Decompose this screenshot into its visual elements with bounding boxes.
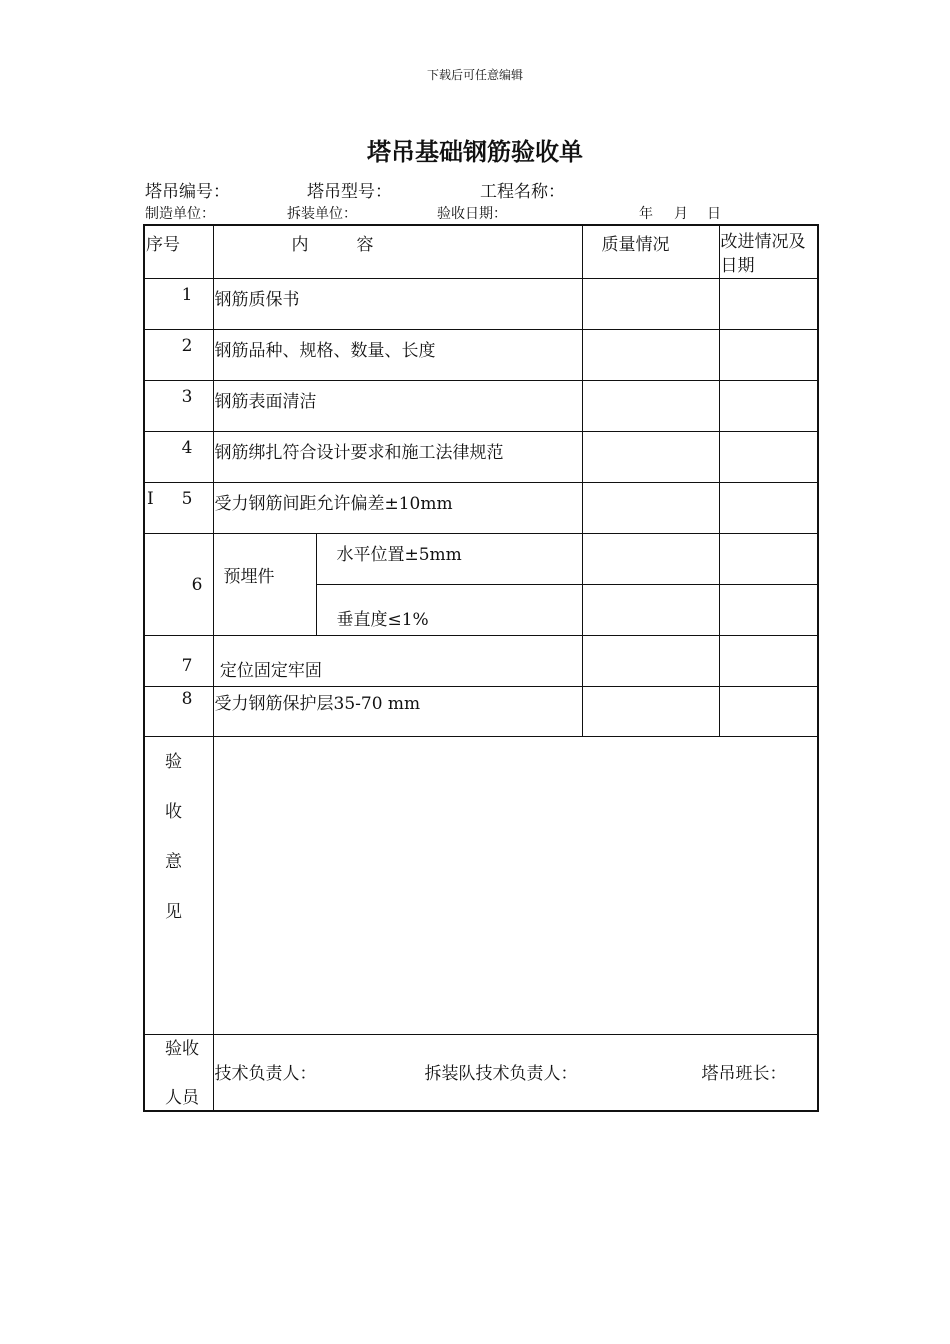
row-content: 受力钢筋间距允许偏差±10mm: [213, 483, 582, 534]
table-row: [144, 330, 818, 381]
opinion-char: 见: [165, 902, 182, 922]
improve-cell[interactable]: [719, 279, 818, 330]
header-quality: 质量情况: [582, 225, 719, 279]
quality-cell[interactable]: [582, 687, 719, 737]
quality-cell[interactable]: [582, 534, 719, 585]
quality-cell[interactable]: [582, 330, 719, 381]
header-seq: 序号: [144, 225, 213, 279]
row-seq: 7: [144, 636, 213, 687]
tech-lead-label: 技术负责人：: [214, 1064, 317, 1084]
personnel-label-1: 验收: [165, 1039, 199, 1059]
header-content-b: 容: [356, 235, 374, 255]
row-content: 钢筋质保书: [213, 279, 582, 330]
improve-cell[interactable]: [719, 381, 818, 432]
month-label: 月: [674, 206, 688, 222]
improve-cell[interactable]: [719, 432, 818, 483]
row-mark: I: [147, 489, 154, 509]
opinion-char: 意: [165, 852, 182, 872]
row-seq: 1: [144, 279, 213, 330]
table-row: [144, 636, 818, 687]
day-label: 日: [707, 206, 721, 222]
header-row: [144, 225, 818, 279]
improve-cell[interactable]: [719, 585, 818, 636]
row-content: 钢筋表面清洁: [213, 381, 582, 432]
quality-cell[interactable]: [582, 432, 719, 483]
crane-model-label: 塔吊型号：: [307, 182, 392, 202]
quality-cell[interactable]: [582, 483, 719, 534]
quality-cell[interactable]: [582, 585, 719, 636]
row-content: 受力钢筋保护层35-70 mm: [213, 687, 582, 737]
table-row: [144, 687, 818, 737]
header-content-a: 内: [291, 235, 309, 255]
installer-label: 拆装单位：: [287, 206, 357, 222]
row-seq-cell: [144, 483, 213, 534]
row-content: 定位固定牢固: [213, 636, 582, 687]
opinion-input-area[interactable]: [213, 737, 818, 1035]
opinion-char: 验: [165, 752, 182, 772]
page-title: 塔吊基础钢筋验收单: [367, 138, 583, 166]
row-sub-content: 垂直度≤1%: [316, 585, 582, 636]
improve-cell[interactable]: [719, 636, 818, 687]
opinion-char: 收: [165, 802, 182, 822]
improve-cell[interactable]: [719, 534, 818, 585]
row-seq: 4: [144, 432, 213, 483]
row-seq: 8: [144, 687, 213, 737]
opinion-label: [144, 737, 213, 1035]
row-group: 预埋件: [213, 534, 316, 636]
quality-cell[interactable]: [582, 636, 719, 687]
personnel-signatures: [213, 1035, 818, 1112]
accept-date-label: 验收日期：: [437, 206, 507, 222]
improve-cell[interactable]: [719, 483, 818, 534]
crane-no-label: 塔吊编号：: [145, 182, 230, 202]
row-content: 钢筋品种、规格、数量、长度: [213, 330, 582, 381]
personnel-label-2: 人员: [165, 1088, 199, 1108]
row-content: 钢筋绑扎符合设计要求和施工法律规范: [213, 432, 582, 483]
table-row: [144, 534, 818, 585]
table-row: [144, 432, 818, 483]
row-seq: 3: [144, 381, 213, 432]
table-row: [144, 483, 818, 534]
team-tech-lead-label: 拆装队技术负责人：: [424, 1064, 578, 1084]
crane-leader-label: 塔吊班长：: [701, 1064, 787, 1084]
quality-cell[interactable]: [582, 381, 719, 432]
row-seq: 5: [181, 489, 193, 509]
header-content: [213, 225, 582, 279]
project-name-label: 工程名称：: [480, 182, 565, 202]
maker-label: 制造单位：: [145, 206, 215, 222]
opinion-row: [144, 737, 818, 1035]
row-sub-content: 水平位置±5mm: [316, 534, 582, 585]
row-seq: 2: [144, 330, 213, 381]
personnel-row: [144, 1035, 818, 1112]
table-row: [144, 279, 818, 330]
row-seq: 6: [144, 534, 213, 636]
quality-cell[interactable]: [582, 279, 719, 330]
table-row: [144, 381, 818, 432]
header-note: 下载后可任意编辑: [426, 68, 523, 82]
inspection-table: [143, 224, 819, 1112]
personnel-label: [144, 1035, 213, 1112]
header-improve: 改进情况及日期: [719, 225, 818, 279]
improve-cell[interactable]: [719, 330, 818, 381]
improve-cell[interactable]: [719, 687, 818, 737]
year-label: 年: [639, 206, 653, 222]
